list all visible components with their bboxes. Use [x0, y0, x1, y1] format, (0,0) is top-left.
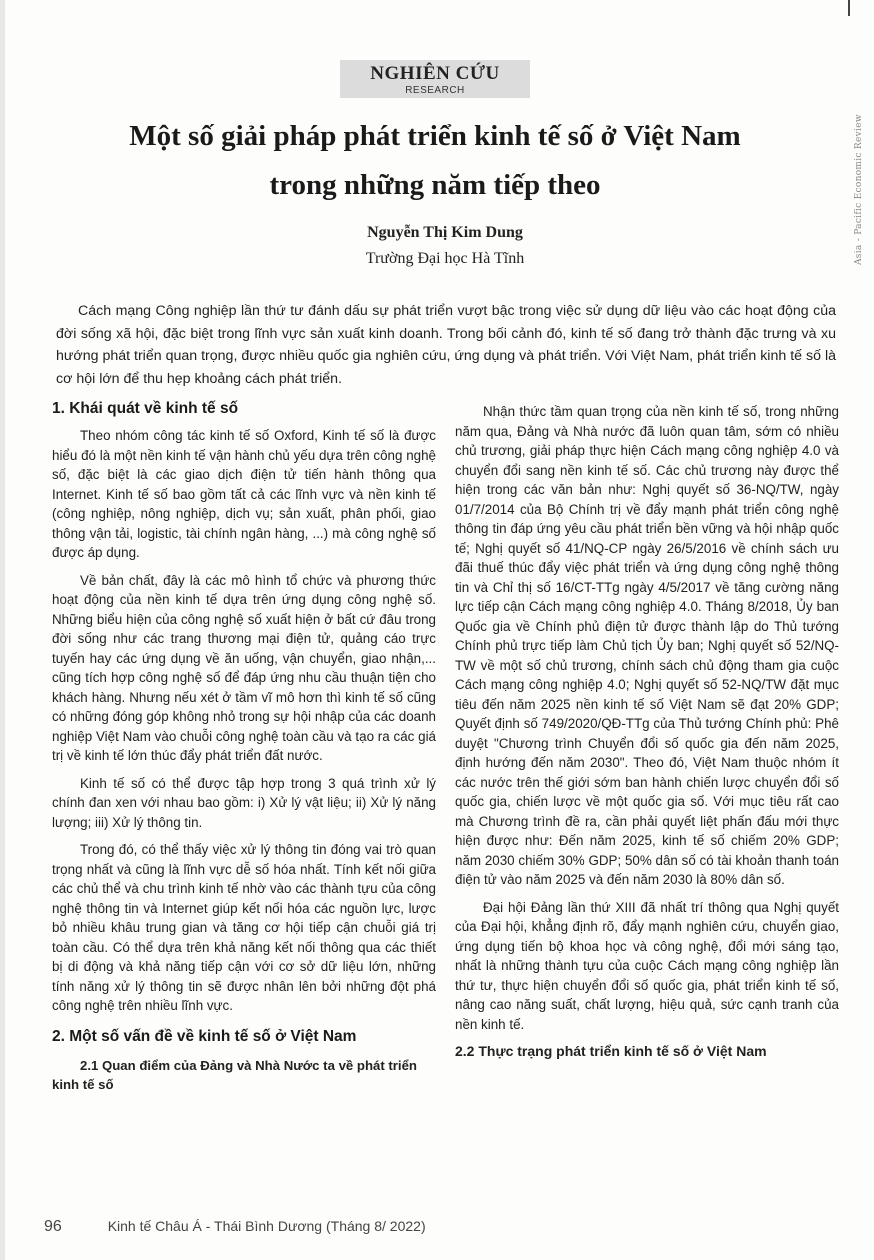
left-column	[52, 400, 436, 1095]
section-tag	[340, 60, 530, 98]
title-line-1: Một số giải pháp phát triển kinh tế số ở Việt Nam	[129, 120, 741, 152]
author-name: Nguyễn Thị Kim Dung	[367, 224, 523, 241]
abstract: Cách mạng Công nghiệp lần thứ tư đánh dấu sự phát triển vượt bậc trong việc sử dụng dữ liệu vào các hoạt động của đời sống xã hội, đặc biệt trong lĩnh vực sản xuất kinh doanh. Trong bối cảnh đó, kinh tế số đang trở thành đặc trưng và xu hướng phát triển quan trọng, được nhiều quốc gia nghiên cứu, ứng dụng và phát triển. Với Việt Nam, phát triển kinh tế số là cơ hội lớn để thu hẹp khoảng cách phát triển.	[56, 303, 836, 387]
journal-footer: Kinh tế Châu Á - Thái Bình Dương (Tháng 8/ 2022)	[107, 1218, 426, 1234]
right-column	[455, 400, 839, 1062]
subheading-2-1: 2.1 Quan điểm của Đảng và Nhà Nước ta về phát triển kinh tế số	[52, 1057, 417, 1092]
title-line-2: trong những năm tiếp theo	[269, 169, 601, 201]
page-edge	[0, 0, 5, 1260]
article-title	[40, 112, 830, 210]
section-sublabel: RESEARCH	[405, 85, 465, 96]
heading-section-1: 1. Khái quát về kinh tế số	[52, 400, 239, 417]
side-journal-label: Asia - Pacific Economic Review	[854, 114, 864, 266]
paragraph: Kinh tế số có thể được tập hợp trong 3 quá trình xử lý chính đan xen với nhau bao gồm: i) Xử lý vật liệu; ii) Xử lý năng lượng; iii) Xử lý thông tin.	[52, 775, 436, 830]
page-footer	[44, 1218, 744, 1236]
paragraph: Theo nhóm công tác kinh tế số Oxford, Kinh tế số là được hiểu đó là một nền kinh tế vận hành chủ yếu dựa trên công nghệ số, đặc biệt là các giao dịch điện tử tiến hành thông qua Internet. Kinh tế số bao gồm tất cả các lĩnh vực và nền kinh tế (công nghiệp, nông nghiệp, dịch vụ; sản xuất, phân phối, giao thông vận tải, logistic, tài chính ngân hàng, ...) mà công nghệ số được áp dụng.	[52, 428, 436, 560]
paragraph: Đại hội Đảng lần thứ XIII đã nhất trí thông qua Nghị quyết của Đại hội, khẳng định rõ, đẩy mạnh nghiên cứu, chuyển giao, ứng dụng tiến bộ khoa học và công nghệ, đổi mới sáng tạo, nhất là những thành tựu của cuộc Cách mạng công nghiệp lần thứ tư, thực hiện chuyển đổi số quốc gia, phát triển kinh tế số, nâng cao năng suất, chất lượng, hiệu quả, sức cạnh tranh của nền kinh tế.	[455, 899, 839, 1032]
section-label: NGHIÊN CỨU	[370, 63, 500, 84]
paragraph: Nhận thức tầm quan trọng của nền kinh tế số, trong những năm qua, Đảng và Nhà nước đã luôn quan tâm, sớm có nhiều chủ trương, giải pháp thực hiện Cách mạng công nghiệp 4.0 và chuyển đổi sang nền kinh tế số. Các chủ trương này được thể hiện trong các văn bản như: Nghị quyết số 36-NQ/TW, ngày 01/7/2014 của Bộ Chính trị về đẩy mạnh phát triển công nghệ thông tin đáp ứng yêu cầu phát triển bền vững và hội nhập quốc tế; Nghị quyết số 41/NQ-CP ngày 26/5/2016 về chính sách ưu đãi thuế thúc đẩy việc phát triển và ứng dụng công nghệ thông tin và Chỉ thị số 16/CT-TTg ngày 4/5/2017 về tăng cường năng lực tiếp cận Cách mạng công nghiệp 4.0. Tháng 8/2018, Ủy ban Quốc gia về Chính phủ điện tử được thành lập do Thủ tướng Chính phủ trực tiếp làm Chủ tịch Ủy ban; Nghị quyết số 52/NQ-TW về một số chủ trương, chính sách chủ động tham gia cuộc Cách mạng công nghiệp 4.0; Nghị quyết số 52-NQ/TW đặt mục tiêu đến năm 2025 nền kinh tế số Việt Nam sẽ đạt 20% GDP; Quyết định số 749/2020/QĐ-TTg của Thủ tướng Chính phủ: Phê duyệt "Chương trình Chuyển đổi số quốc gia đến năm 2025, định hướng đến năm 2030". Theo đó, Việt Nam thuộc nhóm ít các nước trên thế giới sớm ban hành chiến lược chuyển đổi số quốc gia, chiến lược về một quốc gia số. Với mục tiêu rất cao mà Chương trình đề ra, cần phải quyết liệt phấn đấu mới thực hiện được như: Đến năm 2025, kinh tế số chiếm 20% GDP; năm 2030 chiếm 30% GDP; 50% dân số có tài khoản thanh toán điện tử vào năm 2025 và đến năm 2030 là 80% dân số.	[455, 404, 839, 887]
paragraph: Trong đó, có thể thấy việc xử lý thông tin đóng vai trò quan trọng nhất và cũng là lĩnh vực dễ số hóa nhất. Tính kết nối giữa các chủ thể và chu trình kinh tế nhờ vào các thành tựu của công nghệ thông tin và Internet giúp kết nối hóa các nguồn lực, lược bỏ nhiều khâu trung gian và tăng cơ hội tiếp cận chuỗi giá trị toàn cầu. Có thể dựa trên khả năng kết nối thông qua các thiết bị di động và khả năng tiếp cận với cơ sở dữ liệu lớn, những tính năng xử lý thông tin sẽ được nhân lên bởi những đột phá công nghệ trên nhiều lĩnh vực.	[52, 842, 436, 1013]
author-affiliation: Trường Đại học Hà Tĩnh	[365, 250, 525, 267]
heading-section-2: 2. Một số vấn đề về kinh tế số ở Việt Nam	[52, 1027, 357, 1045]
subheading-2-2: 2.2 Thực trạng phát triển kinh tế số ở Việt Nam	[455, 1043, 767, 1059]
corner-mark	[848, 0, 860, 16]
page-number: 96	[44, 1218, 62, 1235]
paragraph: Về bản chất, đây là các mô hình tổ chức và phương thức hoạt động của nền kinh tế dựa trên ứng dụng công nghệ số. Những biểu hiện của công nghệ số xuất hiện ở bất cứ đâu trong đời sống như các trang thương mại điện tử, quảng cáo trực tuyến hay các ứng dụng về ăn uống, vận chuyển, giao nhận,... cũng tích hợp công nghệ số để đáp ứng nhu cầu thuận tiện cho khách hàng. Nhưng nếu xét ở tầm vĩ mô hơn thì kinh tế số cũng có những đóng góp không nhỏ trong sự hội nhập của các doanh nghiệp Việt Nam vào chuỗi công nghệ toàn cầu và tạo ra các giá trị về kinh tế lớn thúc đẩy phát triển đất nước.	[52, 572, 436, 763]
